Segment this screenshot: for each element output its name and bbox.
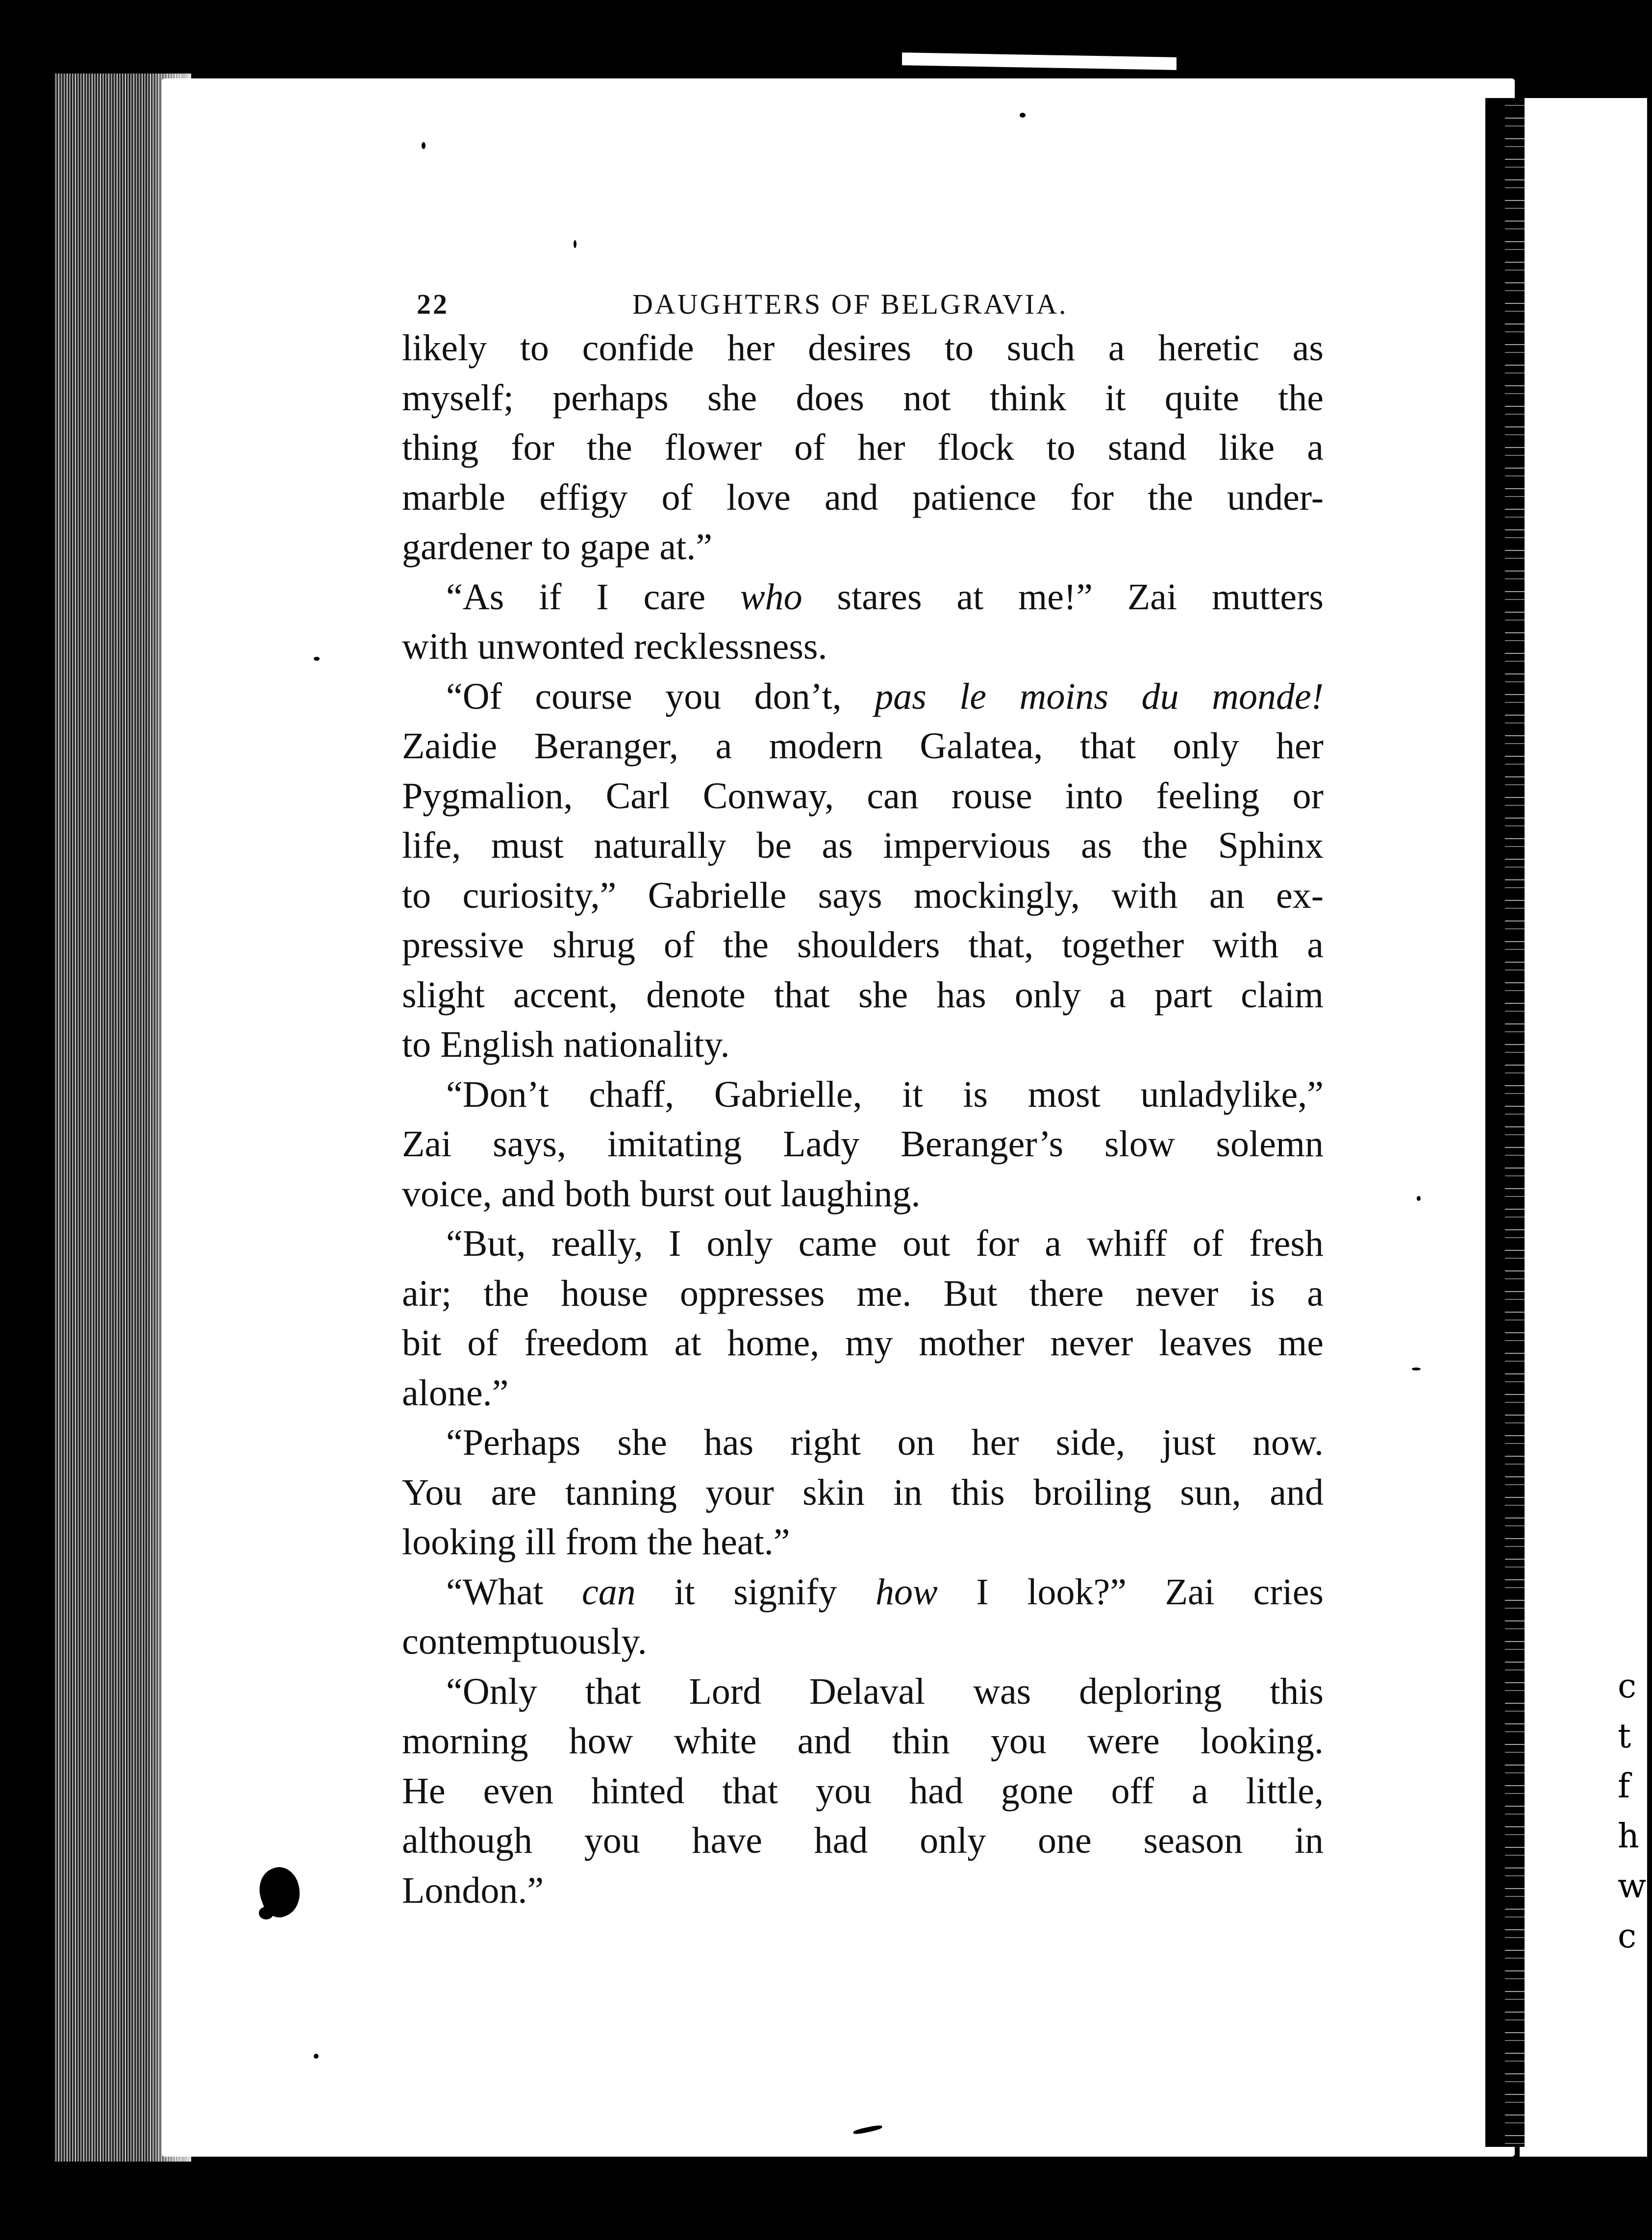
- italic-run: who: [740, 576, 802, 618]
- italic-run: how: [876, 1571, 938, 1613]
- text-run: pressive shrug of the shoulders that, together with a: [402, 924, 1324, 966]
- ink-blot-drip: [259, 1907, 274, 1919]
- text-run: although you have had only one season in: [402, 1820, 1324, 1861]
- text-line: [402, 1219, 1324, 1269]
- text-run: contemptuously.: [402, 1621, 647, 1662]
- speck: [314, 2054, 319, 2059]
- text-run: likely to confide her desires to such a heretic as: [402, 327, 1324, 369]
- text-line: [402, 921, 1324, 971]
- text-line: [402, 722, 1324, 772]
- speck: [1412, 1368, 1421, 1370]
- text-run: slight accent, denote that she has only a part claim: [402, 974, 1324, 1016]
- text-run: You are tanning your skin in this broiling sun, and: [402, 1471, 1324, 1513]
- right-edge-texture: [1505, 98, 1525, 2147]
- text-line: [402, 622, 1324, 672]
- text-line: [402, 1120, 1324, 1170]
- text-line: [402, 1518, 1324, 1568]
- text-line: [402, 1070, 1324, 1120]
- speck: [422, 142, 426, 149]
- text-run: “Don’t chaff, Gabrielle, it is most unladylike,”: [446, 1073, 1324, 1115]
- text-run: thing for the flower of her flock to stand like a: [402, 427, 1324, 468]
- text-run: London.”: [402, 1869, 544, 1911]
- italic-run: pas le moins du monde!: [875, 675, 1324, 717]
- page-text-block: [402, 270, 1324, 1916]
- text-line: [402, 1269, 1324, 1319]
- text-run: “But, really, I only came out for a whiff of fresh: [446, 1223, 1324, 1264]
- text-run: life, must naturally be as impervious as the Sphinx: [402, 825, 1324, 866]
- running-title: DAUGHTERS OF BELGRAVIA.: [632, 288, 1068, 320]
- text-run: “Of course you don’t,: [446, 675, 875, 717]
- text-run: myself; perhaps she does not think it quite the: [402, 377, 1324, 419]
- text-line: [402, 1319, 1324, 1369]
- text-line: [402, 1767, 1324, 1817]
- text-line: [402, 572, 1324, 622]
- text-run: I look?” Zai cries: [937, 1571, 1324, 1613]
- gutter-shadow: [147, 74, 191, 2162]
- text-run: alone.”: [402, 1372, 509, 1414]
- text-run: bit of freedom at home, my mother never leaves me: [402, 1322, 1324, 1364]
- text-line: [402, 1717, 1324, 1767]
- top-edge-strip: [902, 52, 1176, 70]
- text-run: Pygmalion, Carl Conway, can rouse into feeling or: [402, 775, 1324, 817]
- next-page-letters: [1618, 1662, 1646, 1962]
- text-run: stares at me!” Zai mutters: [802, 576, 1324, 618]
- text-line: [402, 971, 1324, 1020]
- text-run: “As if I care: [446, 576, 740, 618]
- speck: [574, 240, 576, 248]
- text-line: [402, 821, 1324, 871]
- text-line: [402, 1020, 1324, 1070]
- text-line: [402, 1866, 1324, 1916]
- text-line: [402, 1568, 1324, 1618]
- text-run: morning how white and thin you were looking.: [402, 1720, 1324, 1762]
- text-run: air; the house oppresses me. But there never is a: [402, 1272, 1324, 1314]
- text-run: to curiosity,” Gabrielle says mockingly, with an ex-: [402, 874, 1324, 916]
- speck: [314, 657, 320, 661]
- text-line: [402, 1667, 1324, 1717]
- speck: [1417, 1196, 1421, 1201]
- next-page-letter: c: [1618, 1917, 1637, 1956]
- running-head: [402, 270, 1324, 324]
- next-page-letter: f: [1618, 1767, 1630, 1806]
- text-line: [402, 1617, 1324, 1667]
- text-run: Zai says, imitating Lady Beranger’s slow solemn: [402, 1123, 1324, 1165]
- text-line: [402, 324, 1324, 373]
- text-line: [402, 772, 1324, 821]
- text-line: [402, 473, 1324, 523]
- text-run: “Perhaps she has right on her side, just now.: [446, 1422, 1324, 1463]
- italic-run: can: [581, 1571, 636, 1613]
- text-run: “What: [446, 1571, 582, 1613]
- text-line: [402, 523, 1324, 572]
- next-page-letter: t: [1618, 1717, 1631, 1756]
- text-run: “Only that Lord Delaval was deploring this: [446, 1670, 1324, 1712]
- text-line: [402, 1369, 1324, 1419]
- text-line: [402, 871, 1324, 921]
- text-run: looking ill from the heat.”: [402, 1521, 790, 1563]
- text-run: marble effigy of love and patience for the under-: [402, 476, 1324, 518]
- body-text: [402, 324, 1324, 1916]
- text-run: gardener to gape at.”: [402, 526, 712, 568]
- text-line: [402, 1418, 1324, 1468]
- text-run: Zaidie Beranger, a modern Galatea, that only her: [402, 725, 1324, 767]
- text-line: [402, 373, 1324, 423]
- text-run: it signify: [635, 1571, 876, 1613]
- next-page-letter: c: [1618, 1667, 1637, 1706]
- text-run: to English nationality.: [402, 1024, 730, 1065]
- text-run: voice, and both burst out laughing.: [402, 1173, 921, 1215]
- text-run: with unwonted recklessness.: [402, 626, 827, 667]
- text-line: [402, 1468, 1324, 1518]
- page-number: 22: [417, 288, 449, 320]
- next-page-letter: w: [1618, 1867, 1647, 1906]
- text-line: [402, 672, 1324, 722]
- text-run: He even hinted that you had gone off a little,: [402, 1770, 1324, 1812]
- text-line: [402, 1170, 1324, 1220]
- text-line: [402, 1816, 1324, 1866]
- speck: [1020, 113, 1026, 118]
- text-line: [402, 423, 1324, 473]
- next-page-letter: h: [1618, 1817, 1639, 1856]
